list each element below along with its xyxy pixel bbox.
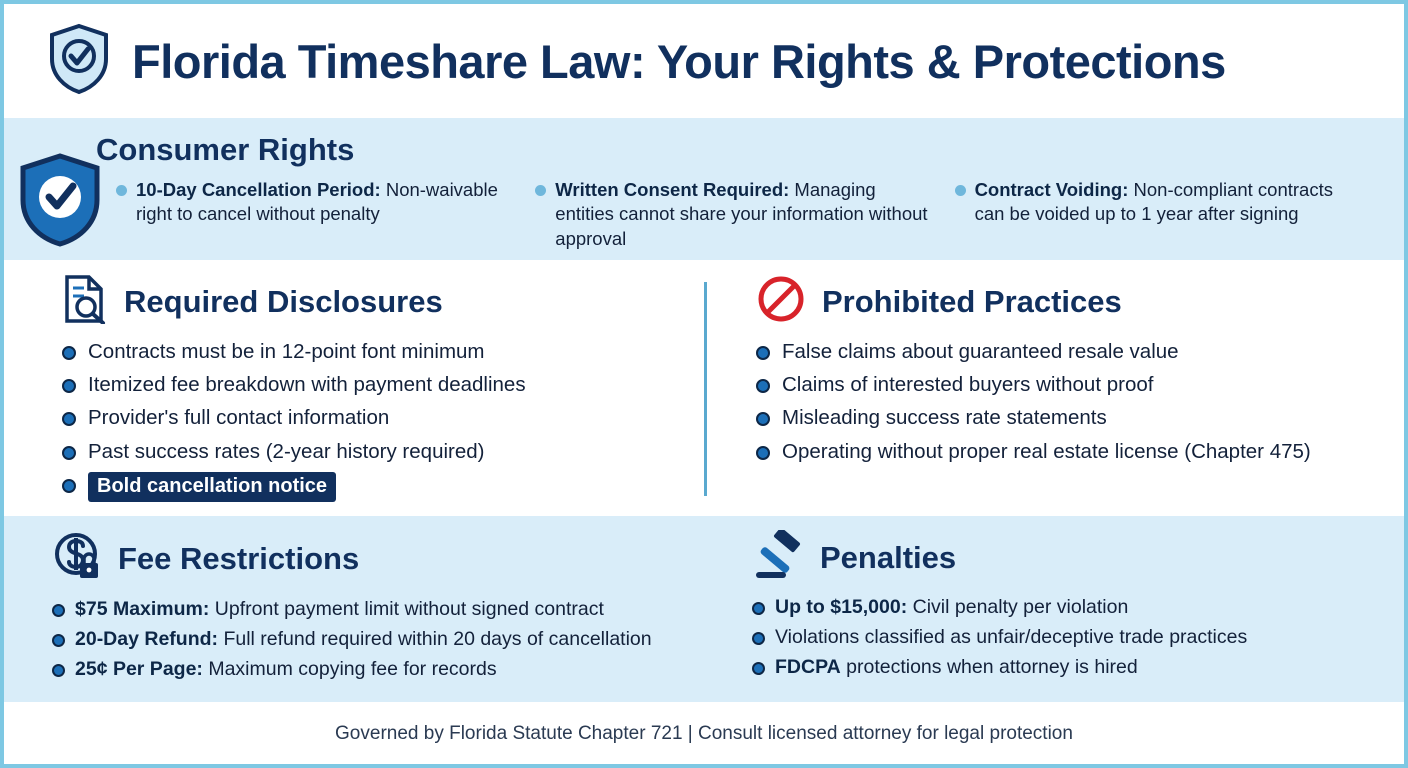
consumer-right-item bbox=[535, 178, 954, 251]
bullet-dot-icon bbox=[52, 664, 65, 677]
consumer-rights-shield-wrap bbox=[4, 178, 116, 253]
bullet-dot-icon bbox=[756, 446, 770, 460]
list-item: False claims about guaranteed resale value bbox=[756, 339, 1404, 365]
required-disclosures-list bbox=[62, 339, 704, 502]
penalty-label: FDCPA bbox=[775, 655, 841, 678]
footer-text: Governed by Florida Statute Chapter 721 | Consult licensed attorney for legal protection bbox=[335, 723, 1073, 744]
list-item: Itemized fee breakdown with payment deadlines bbox=[62, 372, 704, 398]
penalties-heading: Penalties bbox=[820, 539, 957, 575]
prohibited-practices-heading: Prohibited Practices bbox=[822, 283, 1122, 319]
shield-check-icon bbox=[48, 23, 110, 100]
bullet-dot-icon bbox=[116, 185, 127, 196]
consumer-right-item bbox=[955, 178, 1374, 251]
bullet-dot-icon bbox=[752, 662, 765, 675]
fee-label: $75 Maximum: bbox=[75, 598, 210, 620]
dollar-lock-icon bbox=[52, 530, 102, 587]
consumer-right-label: Written Consent Required: bbox=[555, 179, 790, 200]
penalty-text: protections when attorney is hired bbox=[840, 655, 1138, 678]
fee-restrictions-list bbox=[52, 597, 704, 682]
bullet-dot-icon bbox=[752, 602, 765, 615]
penalties-list bbox=[752, 595, 1404, 680]
required-disclosures-heading: Required Disclosures bbox=[124, 283, 443, 319]
fee-text: Upfront payment limit without signed contract bbox=[209, 598, 604, 620]
bottom-section bbox=[4, 516, 1404, 702]
list-item bbox=[52, 627, 704, 652]
list-item bbox=[752, 655, 1404, 680]
fee-text: Full refund required within 20 days of cancellation bbox=[218, 627, 652, 650]
required-disclosures-section bbox=[4, 274, 704, 516]
penalty-text: Violations classified as unfair/deceptive trade practices bbox=[775, 625, 1248, 648]
consumer-right-label: Contract Voiding: bbox=[974, 179, 1129, 200]
list-item bbox=[52, 657, 704, 682]
gavel-icon bbox=[752, 530, 804, 585]
list-item: Contracts must be in 12-point font minimum bbox=[62, 339, 704, 365]
list-item: Claims of interested buyers without proof bbox=[756, 372, 1404, 398]
list-item: Operating without proper real estate license (Chapter 475) bbox=[756, 439, 1404, 465]
consumer-right-text: Non-waivable right to cancel without penalty bbox=[136, 179, 498, 225]
consumer-right-text: Non-compliant contracts can be voided up to 1 year after signing bbox=[974, 179, 1333, 225]
list-item: Misleading success rate statements bbox=[756, 405, 1404, 431]
bullet-dot-icon bbox=[62, 446, 76, 460]
bullet-dot-icon bbox=[52, 634, 65, 647]
consumer-right-text: Managing entities cannot share your information without approval bbox=[555, 179, 928, 249]
list-item bbox=[752, 625, 1404, 650]
prohibition-icon bbox=[756, 274, 806, 329]
bullet-dot-icon bbox=[535, 185, 546, 196]
document-search-icon bbox=[62, 274, 108, 329]
consumer-right-item bbox=[116, 178, 535, 251]
list-item: Past success rates (2-year history required) bbox=[62, 439, 704, 465]
fee-text: Maximum copying fee for records bbox=[202, 657, 497, 680]
bullet-dot-icon bbox=[52, 604, 65, 617]
shield-check-icon bbox=[17, 200, 103, 253]
bullet-dot-icon bbox=[752, 632, 765, 645]
fee-label: 25¢ Per Page: bbox=[75, 657, 203, 680]
list-item-highlighted bbox=[62, 472, 704, 502]
bullet-dot-icon bbox=[756, 346, 770, 360]
fee-label: 20-Day Refund: bbox=[75, 627, 219, 650]
bullet-dot-icon bbox=[955, 185, 966, 196]
list-item bbox=[752, 595, 1404, 620]
penalties-section bbox=[704, 530, 1404, 702]
bullet-dot-icon bbox=[62, 479, 76, 493]
bullet-dot-icon bbox=[62, 346, 76, 360]
footer bbox=[4, 702, 1404, 766]
list-item bbox=[52, 597, 704, 622]
bullet-dot-icon bbox=[62, 412, 76, 426]
mid-section bbox=[4, 260, 1404, 516]
bullet-dot-icon bbox=[62, 379, 76, 393]
vertical-divider bbox=[704, 282, 707, 496]
penalty-label: Up to $15,000: bbox=[775, 596, 908, 618]
bold-cancellation-notice-badge: Bold cancellation notice bbox=[88, 472, 336, 502]
consumer-rights-heading: Consumer Rights bbox=[96, 132, 355, 167]
bullet-dot-icon bbox=[756, 379, 770, 393]
page-title: Florida Timeshare Law: Your Rights & Protections bbox=[132, 34, 1226, 88]
fee-restrictions-heading: Fee Restrictions bbox=[118, 540, 360, 576]
consumer-right-label: 10-Day Cancellation Period: bbox=[136, 179, 381, 200]
header bbox=[4, 4, 1404, 118]
prohibited-practices-section bbox=[704, 274, 1404, 516]
prohibited-practices-list bbox=[756, 339, 1404, 465]
bullet-dot-icon bbox=[756, 412, 770, 426]
consumer-rights-section bbox=[4, 118, 1404, 260]
penalty-text: Civil penalty per violation bbox=[907, 596, 1129, 618]
fee-restrictions-section bbox=[4, 530, 704, 702]
list-item: Provider's full contact information bbox=[62, 405, 704, 431]
